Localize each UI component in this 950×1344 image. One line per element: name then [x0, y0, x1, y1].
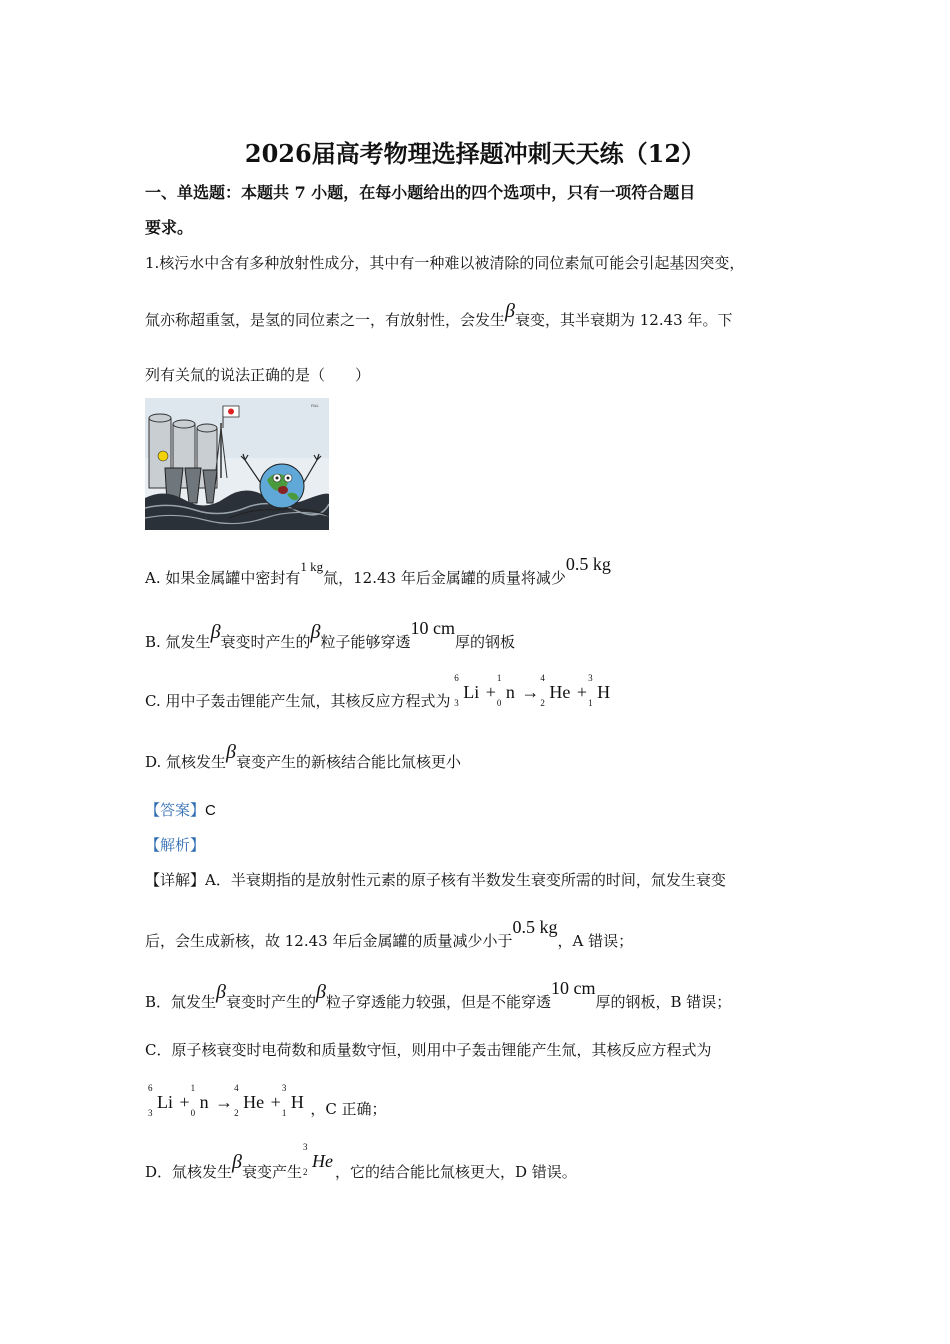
beta-symbol: β — [310, 621, 321, 643]
detail-a-line1: 【详解】A．半衰期指的是放射性元素的原子核有半数发生衰变所需的时间，氚发生衰变 — [145, 871, 726, 889]
detail-a-amount: 0.5 kg — [512, 917, 558, 937]
beta-symbol: β — [226, 741, 236, 763]
option-a — [145, 554, 611, 588]
nuclear-equation: 6 3 Li + 1 0 n → 4 2 He + 3 1 H — [454, 673, 611, 708]
analysis-label: 【解析】 — [145, 836, 206, 854]
helium-3: 3 2 He — [303, 1142, 334, 1177]
option-b-suffix: 厚的钢板 — [455, 633, 516, 651]
page-title: 2026届高考物理选择题冲刺天天练（12） — [244, 139, 706, 168]
beta-symbol: β — [210, 621, 221, 643]
option-b-middle2: 粒子能够穿透 — [320, 633, 411, 651]
question-line2 — [145, 300, 733, 331]
option-c-prefix: C. 用中子轰击锂能产生氚，其核反应方程式为 — [145, 692, 451, 710]
option-d-prefix: D. 氚核发生 — [145, 753, 227, 771]
beta-symbol: β — [216, 981, 226, 1003]
section-heading-line2: 要求。 — [145, 218, 194, 237]
detail-b: B．氚发生β衰变时产生的β粒子穿透能力较强，但是不能穿透10 cm厚的钢板，B 错误； — [145, 978, 732, 1011]
answer-value: C — [205, 802, 216, 819]
svg-text:PAL: PAL — [311, 403, 319, 408]
option-d — [145, 741, 462, 773]
detail-c-line2: 6 3 Li + 1 0 n → 4 2 He + 3 1 H ，C 正确； — [148, 1083, 387, 1118]
option-a-middle: 氚，12.43 年后金属罐的质量将减少 — [323, 569, 566, 587]
section-heading-line1: 一、单选题：本题共 7 小题，在每小题给出的四个选项中，只有一项符合题目 — [145, 183, 696, 202]
question-line2b: 衰变，其半衰期为 12.43 年。下 — [514, 311, 733, 329]
question-line2a: 氚亦称超重氢，是氢的同位素之一，有放射性，会发生 — [145, 311, 506, 329]
detail-a-line2: 后，会生成新核，故 12.43 年后金属罐的质量减少小于0.5 kg，A 错误； — [145, 917, 634, 950]
option-d-suffix: 衰变产生的新核结合能比氚核更小 — [236, 753, 462, 771]
nuclear-equation: 6 3 Li + 1 0 n → 4 2 He + 3 1 H — [148, 1083, 304, 1118]
beta-symbol: β — [232, 1151, 242, 1173]
nuclear-wastewater-cartoon — [145, 398, 329, 530]
option-a-amount: 0.5 kg — [565, 554, 611, 574]
option-b-middle1: 衰变时产生的 — [220, 633, 311, 651]
question-line1: 1.核污水中含有多种放射性成分，其中有一种难以被清除的同位素氚可能会引起基因突变， — [145, 254, 745, 272]
answer-label: 【答案】 — [145, 801, 206, 819]
option-b-thickness: 10 cm — [410, 618, 456, 638]
option-b-prefix: B. 氚发生 — [145, 633, 211, 651]
detail-c-line1: C．原子核衰变时电荷数和质量数守恒，则用中子轰击锂能产生氚，其核反应方程式为 — [145, 1041, 712, 1059]
detail-label: 【详解】 — [145, 871, 206, 889]
beta-symbol: β — [505, 300, 515, 322]
beta-symbol: β — [316, 981, 326, 1003]
option-b — [145, 618, 516, 653]
option-a-mass: 1 kg — [300, 559, 324, 574]
question-line3: 列有关氚的说法正确的是（ ） — [145, 366, 371, 384]
detail-d: D．氚核发生β衰变产生 3 2 He，它的结合能比氚核更大，D 错误。 — [145, 1142, 577, 1181]
detail-b-thickness: 10 cm — [551, 978, 596, 998]
option-a-prefix: A. 如果金属罐中密封有 — [145, 569, 301, 587]
option-c — [145, 673, 612, 711]
answer — [145, 799, 216, 820]
